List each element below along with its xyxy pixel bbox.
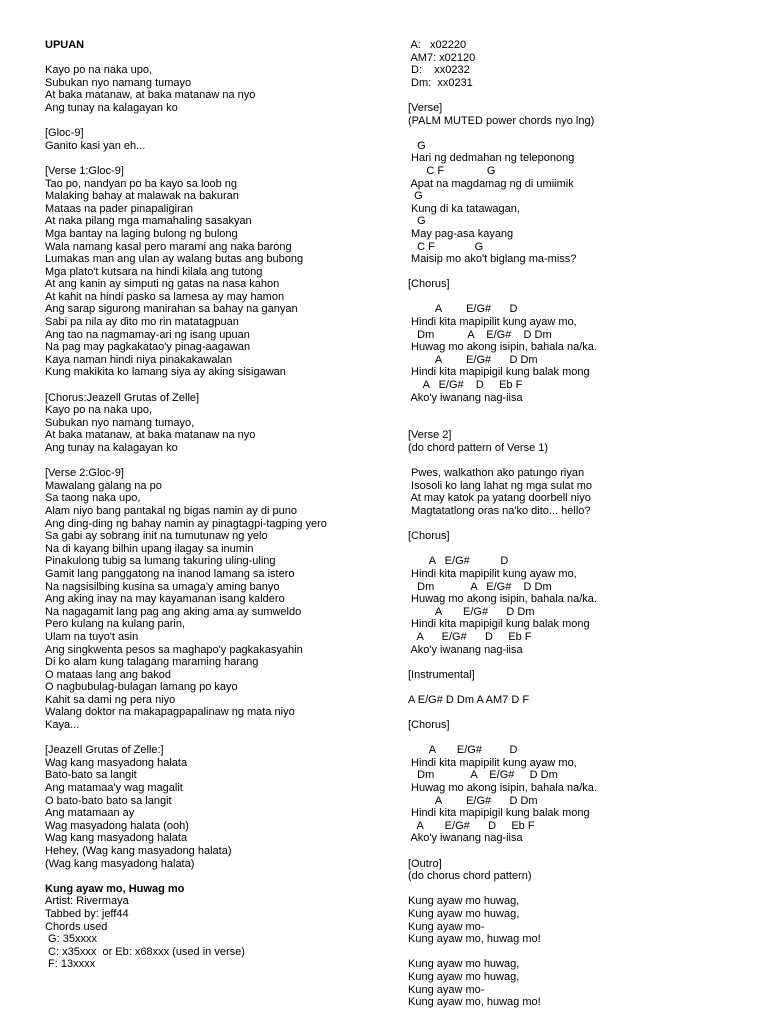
left-column-line: Mataas na pader pinapaligiran [45,202,193,215]
left-column-line: (Wag kang masyadong halata) [45,857,195,870]
right-column-line: Huwag mo akong isipin, bahala na/ka. [408,782,597,795]
right-column-line: C F G [408,164,496,177]
left-column-line: Walang doktor na makapagpapalinaw ng mata niyo [45,706,295,719]
left-column-line: Kaya... [45,719,80,732]
right-column-line [408,732,753,745]
right-column-line: Kung ayaw mo- [408,920,485,933]
left-column-line: Mga bantay na laging bulong ng bulong [45,227,238,240]
left-column-line: Ang matamaan ay [45,807,135,820]
left-column-line: Wala namang kasal pero marami ang naka barong [45,240,292,253]
left-column-line: Kung ayaw mo, Huwag mo [45,882,185,895]
right-column-line: Hindi kita mapipilit kung ayaw mo, [408,567,577,580]
left-column-line: At kahit na hindi pasko sa lamesa ay may hamon [45,290,285,303]
left-column-line: Sabi pa nila ay dito mo rin matatagpuan [45,316,239,329]
right-column-line [408,681,753,694]
left-column-line: Wag kang masyadong halata [45,756,188,769]
right-column-line [408,417,753,430]
right-column-line: Dm A E/G# D Dm [408,769,558,782]
left-column-line: At naka pilang mga mamahaling sasakyan [45,215,252,228]
right-column-line: A E/G# D [408,744,518,757]
left-column-line: C: x35xxx or Eb: x68xxx (used in verse) [45,945,245,958]
right-column-line: Kung ayaw mo huwag, [408,895,520,908]
right-column-line [408,266,753,279]
left-column-line: O mataas lang ang bakod [45,668,171,681]
left-column-line: Subukan nyo namang tumayo [45,76,192,89]
left-column-line: Lumakas man ang ulan ay walang butas ang bubong [45,253,304,266]
left-column-line: [Verse 2:Gloc-9] [45,467,124,480]
right-column-line [408,543,753,556]
right-column-line [408,291,753,304]
left-column-line: O bato-bato bato sa langit [45,794,172,807]
left-column-line: Wag kang masyadong halata [45,832,188,845]
right-column-line [408,518,753,531]
right-column-line: Kung ayaw mo- [408,983,485,996]
right-column-line [408,883,753,896]
right-column-line: A E/G# D Dm A AM7 D F [408,693,530,706]
left-column-line [45,455,390,468]
right-column-line: A E/G# D Eb F [408,630,532,643]
right-column-line: Maisip mo ako't biglang ma-miss? [408,253,577,266]
right-column-line [408,706,753,719]
right-column-line: (PALM MUTED power chords nyo lng) [408,114,595,127]
left-column-line: Ang tunay na kalagayan ko [45,101,178,114]
right-column-line: G [408,215,426,228]
right-column-line: Kung ayaw mo huwag, [408,970,520,983]
right-column-line: Dm A E/G# D Dm [408,580,552,593]
left-column-line [45,52,390,65]
right-column-line: (do chord pattern of Verse 1) [408,442,549,454]
left-column-line: F: 13xxxx [45,958,96,971]
right-column-line: (do chorus chord pattern) [408,870,532,883]
left-column-line: G: 35xxxx [45,933,97,946]
right-column-line [408,845,753,858]
left-column-line: Sa taong naka upo, [45,492,141,505]
right-column-line: A E/G# D Dm [408,353,538,366]
right-column-line: A E/G# D Eb F [408,819,535,832]
left-column-line: Tabbed by: jeff44 [45,907,129,920]
left-column-line: Subukan nyo namang tumayo, [45,416,195,429]
left-column-line: Na di kayang bilhin upang ilagay sa inumin [45,542,254,555]
left-column-line: Kahit sa dami ng pera niyo [45,693,176,706]
left-column-line: Mawalang galang na po [45,479,162,492]
left-column-line: Na pag may pagkakatao'y pinag-aagawan [45,341,251,354]
left-column-line: Artist: Rivermaya [45,895,129,908]
right-column-line: G [408,190,423,203]
left-column-line: UPUAN [45,39,85,51]
left-column-line [45,115,390,128]
right-column-line: [Chorus] [408,719,450,732]
right-column-line: A E/G# D Dm [408,794,538,807]
right-column-line: Pwes, walkathon ako patungo riyan [408,467,585,480]
right-column-line: A E/G# D [408,555,509,568]
right-column-line: A: x02220 [408,39,467,51]
right-column-line: Hindi kita mapipigil kung balak mong [408,366,590,379]
right-column-line: C F G [408,240,484,253]
left-column-line: [Gloc-9] [45,127,84,140]
right-column-line: Ako'y iwanang nag-iisa [408,391,523,404]
left-column-line: Ang aking inay na may kayamanan isang kaldero [45,593,285,606]
right-column-line: A E/G# D Dm [408,605,535,618]
right-column-line: G [408,139,426,152]
right-column-line: Kung ayaw mo huwag, [408,958,520,971]
right-column-line: Hindi kita mapipigil kung balak mong [408,807,590,820]
left-column-line: O nagbubulag-bulagan lamang po kayo [45,681,238,694]
left-column-line: Malaking bahay at malawak na bakuran [45,190,239,203]
left-column-line: Ang tao na nagmamay-ari ng isang upuan [45,328,250,341]
right-column-line: [Verse] [408,101,443,114]
left-column-line: Ang sarap sigurong manirahan sa bahay na ganyan [45,303,298,316]
left-column-line: Ang singkwenta pesos sa maghapo'y pagkakasyahin [45,643,303,656]
right-column-line: [Chorus] [408,278,450,291]
right-column-line [408,404,753,417]
left-column-line: Sa gabi ay sobrang init na tumutunaw ng yelo [45,530,268,543]
right-column-line: AM7: x02120 [408,51,476,64]
left-column-line: Hehey, (Wag kang masyadong halata) [45,845,232,857]
left-column-line [45,732,390,745]
left-column-line: Ganito kasi yan eh... [45,139,146,152]
right-column-line: Apat na magdamag ng di umiimik [408,177,574,190]
left-column-line: Kayo po na naka upo, [45,64,153,77]
right-column-line: Ako'y iwanang nag-iisa [408,643,523,656]
right-column-line [408,89,753,102]
left-column-line: Na nagsisilbing kusina sa umaga'y aming banyo [45,580,280,593]
right-column-line: Hindi kita mapipilit kung ayaw mo, [408,316,577,329]
left-column-line: Pero kulang na kulang parin, [45,618,186,631]
right-column-line: [Verse 2] [408,429,452,442]
left-column-line: Chords used [45,920,108,933]
left-column-line: At ang kanin ay simputi ng gatas na nasa kahon [45,278,280,291]
right-column-line: May pag-asa kayang [408,227,514,240]
left-column-line: Na nagagamit lang pag ang aking ama ay sumweldo [45,605,302,618]
left-column-line: Ang tunay na kalagayan ko [45,442,178,454]
right-column-line: A E/G# D Eb F [408,379,523,392]
left-column-line: Ang ding-ding ng bahay namin ay pinagtagpi-tagping yero [45,517,327,530]
left-column-line: At baka matanaw, at baka matanaw na nyo [45,89,256,102]
left-column-line: Pinakulong tubig sa lumang takuring uling-uling [45,555,276,568]
left-column-line: Di ko alam kung talagang maraming harang [45,656,259,669]
right-column-line: Kung ayaw mo, huwag mo! [408,996,541,1009]
left-column-line [45,870,390,883]
right-column-line: Hari ng dedmahan ng teleponong [408,152,575,165]
right-column-line: Hindi kita mapipigil kung balak mong [408,618,590,631]
right-column-line: Ako'y iwanang nag-iisa [408,832,523,845]
left-column-line: Mga plato't kutsara na hindi kilala ang tutong [45,265,263,278]
left-column-line: Kayo po na naka upo, [45,404,153,417]
left-column-line [45,379,390,392]
left-column-line: At baka matanaw, at baka matanaw na nyo [45,429,256,442]
left-column-line: Wag masyadong halata (ooh) [45,819,189,832]
right-column-line: A E/G# D [408,303,518,316]
right-column-line: Kung di ka tatawagan, [408,202,520,215]
right-column-line [408,946,753,959]
right-column-line: At may katok pa yatang doorbell niyo [408,492,591,505]
left-column-line: Bato-bato sa langit [45,769,137,782]
left-column-line: Ulam na tuyo't asin [45,630,139,643]
left-column-line: Alam niyo bang pantakal ng bigas namin ay di puno [45,504,297,517]
right-column-line: Huwag mo akong isipin, bahala na/ka. [408,593,597,606]
right-column-line: Kung ayaw mo, huwag mo! [408,933,541,946]
right-column-line: Magtatatlong oras na'ko dito... hello? [408,504,591,517]
right-column-line [408,455,753,468]
left-column-line: Kung makikita ko lamang siya ay aking sisigawan [45,366,286,379]
right-column-line: Huwag mo akong isipin, bahala na/ka. [408,341,597,354]
left-column-line: [Jeazell Grutas of Zelle:] [45,744,164,757]
left-column-line: Tao po, nandyan po ba kayo sa loob ng [45,177,238,190]
left-column-line: Kaya naman hindi niya pinakakawalan [45,353,233,366]
right-column-line: Hindi kita mapipilit kung ayaw mo, [408,756,577,769]
right-column-line: [Chorus] [408,530,450,543]
right-column-line: Dm: xx0231 [408,76,473,89]
right-column-line: Isosoli ko lang lahat ng mga sulat mo [408,479,593,492]
left-column [45,39,390,971]
right-column [408,39,753,1009]
right-column-line: [Outro] [408,857,442,870]
left-column-line: Gamit lang panggatong na inanod lamang sa istero [45,567,295,580]
left-column-line [45,152,390,165]
right-column-line [408,656,753,669]
right-column-line: [Instrumental] [408,668,475,681]
right-column-line: Kung ayaw mo huwag, [408,907,520,920]
left-column-line: [Verse 1:Gloc-9] [45,164,124,177]
left-column-line: Ang matamaa'y wag magalit [45,782,183,795]
left-column-line: [Chorus:Jeazell Grutas of Zelle] [45,391,200,404]
right-column-line: D: xx0232 [408,64,470,77]
right-column-line: Dm A E/G# D Dm [408,328,552,341]
right-column-line [408,127,753,140]
